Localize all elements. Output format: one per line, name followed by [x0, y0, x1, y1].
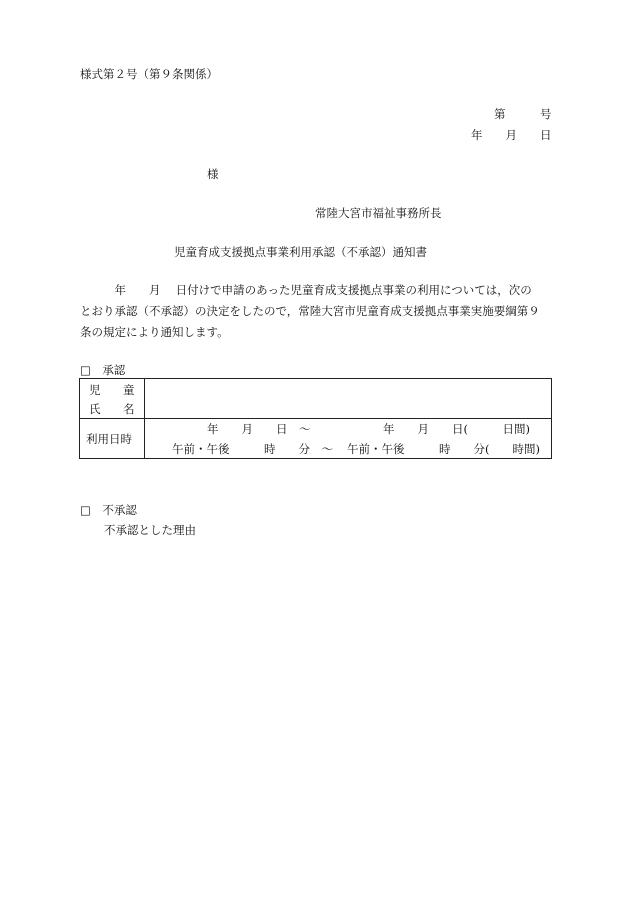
- child-name-label-cell: [80, 379, 145, 419]
- child-label-2: 童: [123, 383, 135, 397]
- document-date: 年 月 日: [471, 128, 552, 142]
- name-label-2: 名: [123, 402, 135, 416]
- sender-name: 常陸大宮市福祉事務所長: [315, 206, 442, 220]
- datetime-label: 利用日時: [86, 432, 132, 446]
- child-name-value-cell: [145, 379, 552, 419]
- recipient-honorific: 様: [207, 167, 219, 181]
- name-label-1: 氏: [89, 402, 101, 416]
- form-number: 様式第２号（第９条関係）: [80, 67, 218, 81]
- body-text-line-3: 条の規定により通知します。: [80, 325, 229, 339]
- document-title: 児童育成支援拠点事業利用承認（不承認）通知書: [174, 245, 427, 259]
- child-label-1: 児: [89, 383, 101, 397]
- date-from: 年 月 日 ～: [207, 422, 311, 436]
- document-number: 第 号: [494, 107, 552, 121]
- approval-table: [79, 378, 552, 459]
- rejection-reason-label: 不承認とした理由: [104, 523, 196, 537]
- rejection-heading: □ 不承認: [80, 503, 137, 517]
- time-from: 午前・午後 時 分 ～: [172, 442, 333, 456]
- body-text-line-1: 年 月 日付けで申請のあった児童育成支援拠点事業の利用については，次の: [80, 283, 532, 297]
- body-text-line-2: とおり承認（不承認）の決定をしたので，常陸大宮市児童育成支援拠点事業実施要綱第９: [80, 304, 540, 318]
- datetime-value-cell: [145, 419, 552, 459]
- date-to: 年 月 日( 日間): [383, 422, 530, 436]
- approval-heading: □ 承認: [80, 363, 126, 377]
- time-to: 午前・午後 時 分( 時間): [347, 442, 540, 456]
- datetime-label-cell: [80, 419, 145, 459]
